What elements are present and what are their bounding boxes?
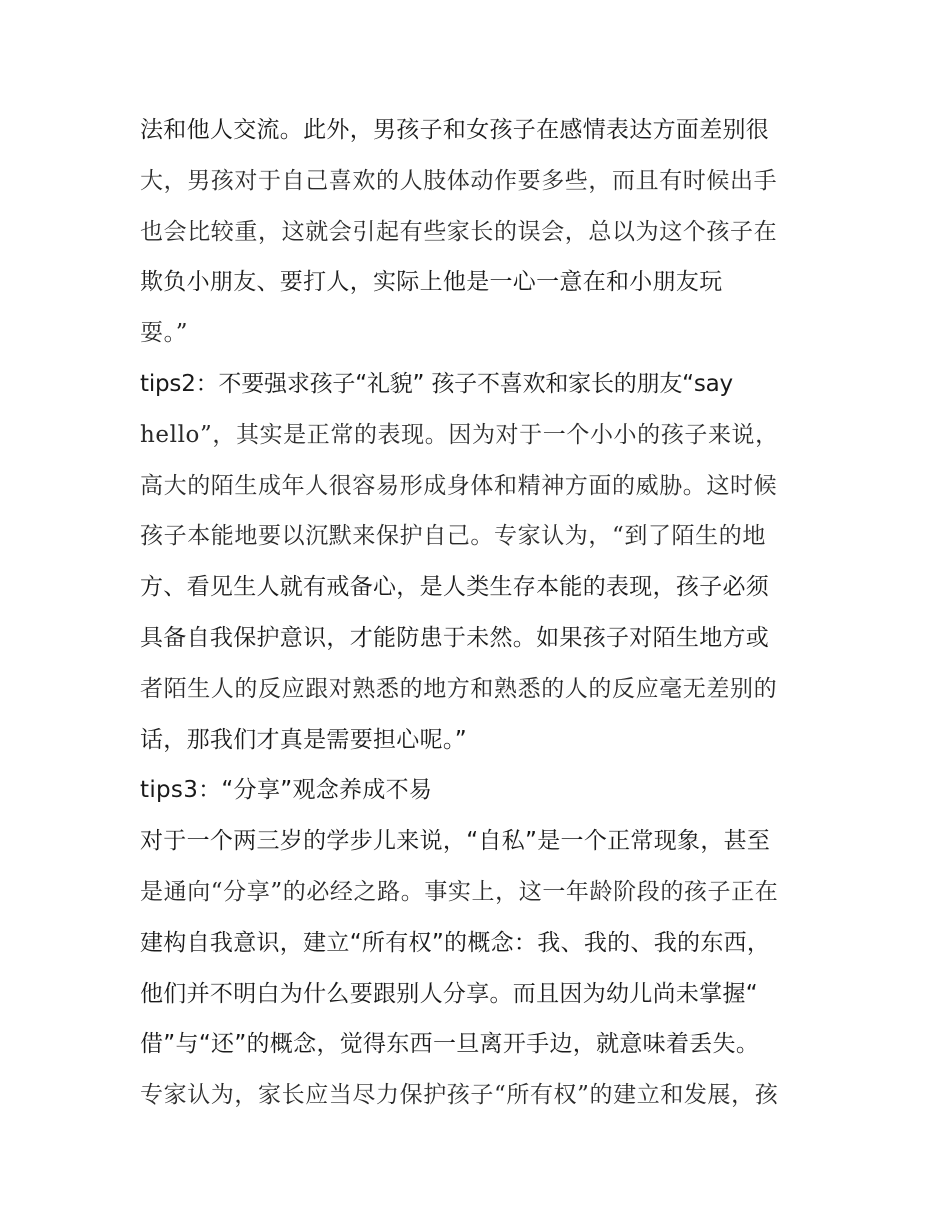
text-line: 话，那我们才真是需要担心呢。”: [140, 726, 467, 753]
text-line: 专家认为，家长应当尽力保护孩子“所有权”的建立和发展，孩: [140, 1082, 779, 1109]
text-line: 孩子本能地要以沉默来保护自己。专家认为，“到了陌生的地: [140, 523, 766, 550]
text-line: 借”与“还”的概念，觉得东西一旦离开手边，就意味着丢失。: [140, 1031, 760, 1058]
section-heading: tips3：“分享”观念养成不易: [140, 777, 433, 804]
text-line: 方、看见生人就有戒备心，是人类生存本能的表现，孩子必须: [140, 574, 770, 601]
text-line: 者陌生人的反应跟对熟悉的地方和熟悉的人的反应毫无差别的: [140, 675, 778, 702]
text-line: 欺负小朋友、要打人，实际上他是一心一意在和小朋友玩: [140, 269, 723, 296]
text-line: 他们并不明白为什么要跟别人分享。而且因为幼儿尚未掌握“: [140, 980, 759, 1007]
text-line: 耍。”: [140, 320, 189, 347]
text-line: 大，男孩对于自己喜欢的人肢体动作要多些，而且有时候出手: [140, 167, 778, 194]
text-line: 法和他人交流。此外，男孩子和女孩子在感情表达方面差别很: [140, 117, 770, 143]
text-line: 建构自我意识，建立“所有权”的概念：我、我的、我的东西，: [140, 929, 771, 956]
text-line: 具备自我保护意识，才能防患于未然。如果孩子对陌生地方或: [140, 624, 770, 651]
text-line: 对于一个两三岁的学步儿来说，“自私”是一个正常现象，甚至: [140, 828, 771, 855]
text-line: 是通向“分享”的必经之路。事实上，这一年龄阶段的孩子正在: [140, 878, 779, 905]
body-text: [140, 105, 820, 1121]
text-line: tips2：不要强求孩子“礼貌” 孩子不喜欢和家长的朋友“say: [140, 370, 733, 397]
text-line: hello”，其实是正常的表现。因为对于一个小小的孩子来说，: [140, 421, 779, 448]
text-line: 高大的陌生成年人很容易形成身体和精神方面的威胁。这时候: [140, 472, 778, 499]
text-line: 也会比较重，这就会引起有些家长的误会，总以为这个孩子在: [140, 218, 778, 245]
